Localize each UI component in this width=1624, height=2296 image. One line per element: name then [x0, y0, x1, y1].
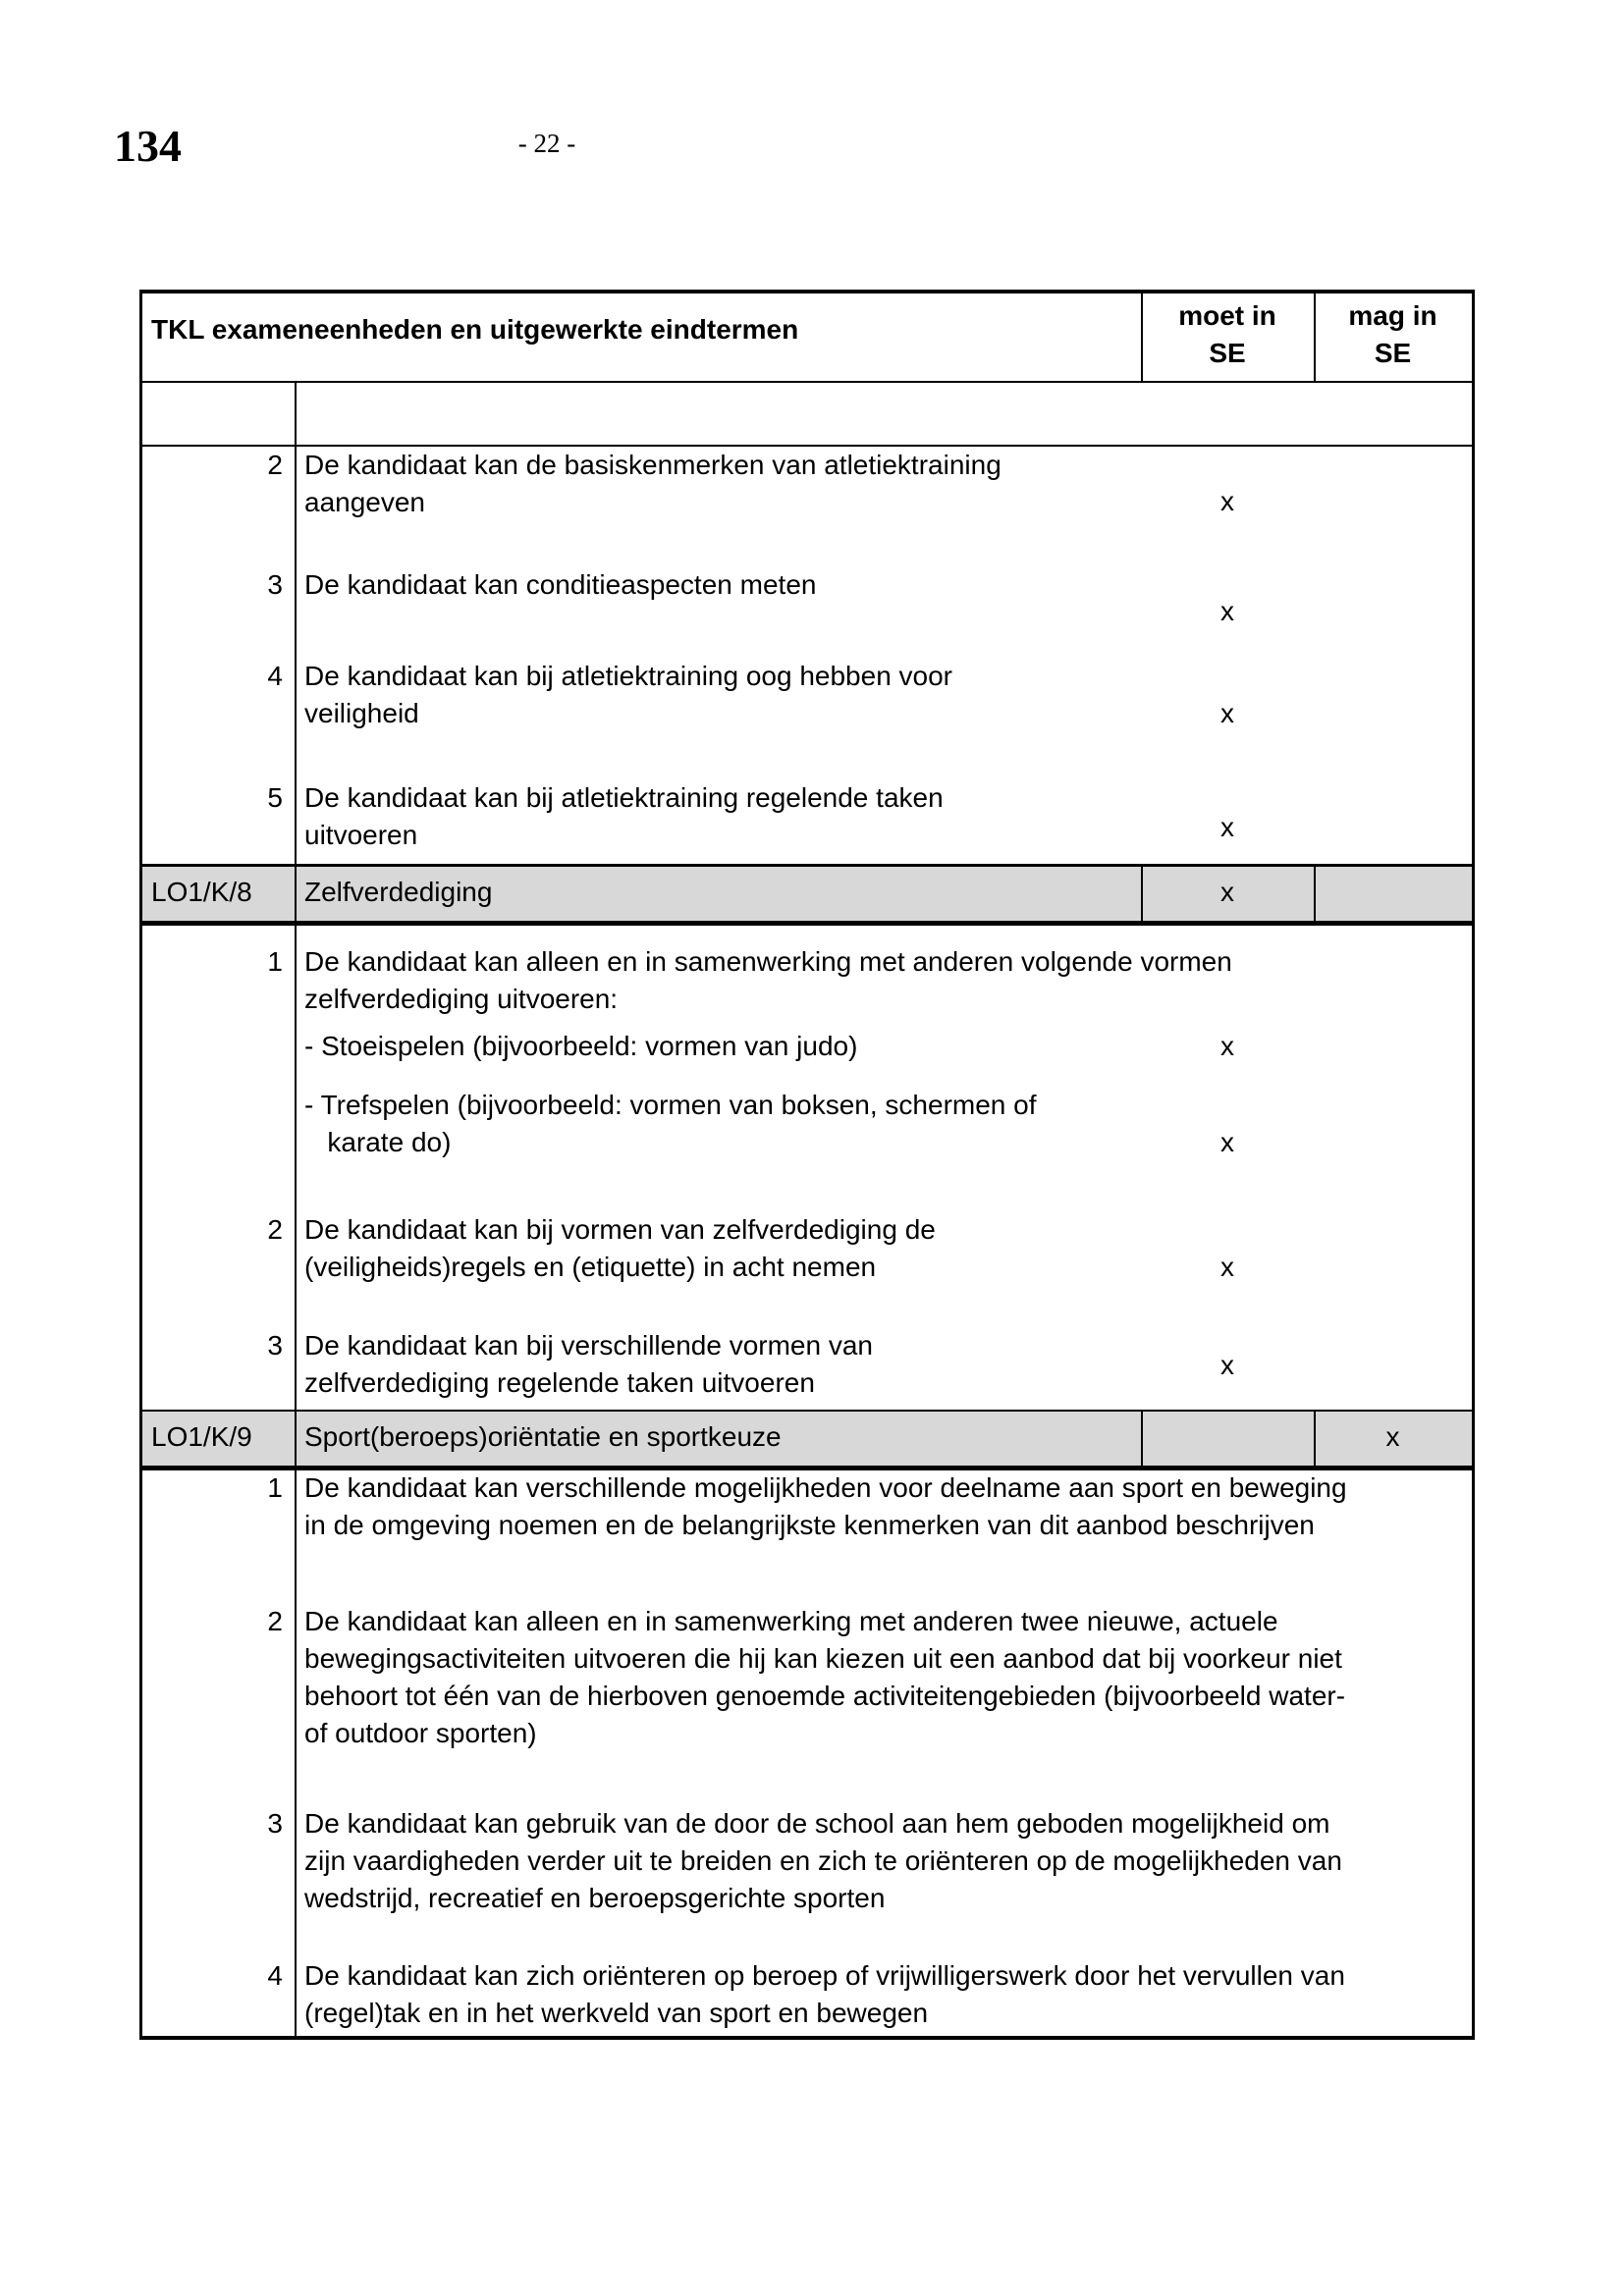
page-center-header: - 22 -: [517, 129, 576, 158]
item-text: De kandidaat kan bij vormen van zelfverdediging de (veiligheids)regels en (etiquette) in acht nemen: [304, 1214, 936, 1282]
item-text: De kandidaat kan gebruik van de door de school aan hem geboden mogelijkheid om zijn vaardigheden verder uit te breiden en zich te oriënteren op de mogelijkheden van wedstrijd, recreatief en beroepsgerichte sporten: [304, 1808, 1342, 1913]
se-mark-moet: x: [1220, 1031, 1234, 1061]
table-border-left: [139, 290, 142, 2040]
item-text: De kandidaat kan conditieaspecten meten: [304, 569, 817, 600]
table-border-top: [139, 290, 1475, 294]
se-mark-moet: x: [1220, 1350, 1234, 1380]
item-text: - Stoeispelen (bijvoorbeeld: vormen van judo): [304, 1031, 858, 1061]
exam-table: [139, 290, 1475, 2040]
column-header-mag-in-se: mag in SE: [1348, 300, 1437, 368]
item-text: De kandidaat kan alleen en in samenwerking met anderen volgende vormen zelfverdediging uitvoeren:: [304, 946, 1232, 1014]
item-number: 1: [267, 946, 283, 977]
item-text: De kandidaat kan bij atletiektraining oog hebben voor veiligheid: [304, 661, 953, 728]
se-mark-moet: x: [1220, 486, 1234, 516]
item-number: 3: [267, 1808, 283, 1839]
item-text: - Trefspelen (bijvoorbeeld: vormen van boksen, schermen of karate do): [304, 1090, 1037, 1157]
item-number: 5: [267, 782, 283, 813]
item-number: 4: [267, 1960, 283, 1991]
page-number: 134: [114, 121, 182, 171]
se-mark-moet: x: [1220, 812, 1234, 842]
table-border-bottom: [139, 2036, 1475, 2040]
se-mark-moet: x: [1220, 1252, 1234, 1282]
item-text: De kandidaat kan verschillende mogelijkheden voor deelname aan sport en beweging in de omgeving noemen en de belangrijkste kenmerken van dit aanbod beschrijven: [304, 1472, 1347, 1540]
section-title: Zelfverdediging: [304, 877, 493, 907]
table-border-right: [1472, 290, 1475, 2040]
rule-mag-lo1k8: [1314, 867, 1316, 923]
se-mark-moet: x: [1220, 1127, 1234, 1157]
item-number: 2: [267, 1606, 283, 1636]
item-number: 3: [267, 569, 283, 600]
item-number: 2: [267, 450, 283, 480]
rule-moet-lo1k9: [1141, 1412, 1143, 1468]
table-title: TKL exameneenheden en uitgewerkte eindtermen: [151, 314, 799, 345]
rule-code-column: [295, 381, 297, 2036]
item-number: 1: [267, 1472, 283, 1503]
item-text: De kandidaat kan zich oriënteren op beroep of vrijwilligerswerk door het vervullen van (regel)tak en in het werkveld van sport en bewegen: [304, 1960, 1345, 2028]
item-text: De kandidaat kan alleen en in samenwerking met anderen twee nieuwe, actuele bewegingsactiviteiten uitvoeren die hij kan kiezen uit een aanbod dat bij voorkeur niet behoort tot één van de hierboven genoemde activiteitengebieden (bijvoorbeeld water- of outdoor sporten): [304, 1606, 1346, 1748]
section-title: Sport(beroeps)oriëntatie en sportkeuze: [304, 1421, 782, 1452]
item-number: 3: [267, 1330, 283, 1361]
se-mark-moet: x: [1220, 698, 1234, 728]
item-number: 2: [267, 1214, 283, 1245]
item-number: 4: [267, 661, 283, 691]
item-text: De kandidaat kan bij verschillende vormen van zelfverdediging regelende taken uitvoeren: [304, 1330, 873, 1398]
item-text: De kandidaat kan de basiskenmerken van atletiektraining aangeven: [304, 450, 1001, 517]
item-text: De kandidaat kan bij atletiektraining regelende taken uitvoeren: [304, 782, 944, 850]
column-header-moet-in-se: moet in SE: [1178, 300, 1276, 368]
se-mark-moet: x: [1220, 877, 1234, 907]
rule-above-lo1k8: [139, 864, 1475, 867]
se-mark-mag: x: [1385, 1421, 1400, 1452]
rule-below-lo1k8: [139, 921, 1475, 926]
section-code: LO1/K/8: [151, 877, 252, 907]
se-mark-moet: x: [1220, 596, 1234, 626]
section-code: LO1/K/9: [151, 1421, 252, 1452]
rule-below-header: [139, 381, 1475, 383]
rule-above-lo1k9: [139, 1410, 1475, 1412]
